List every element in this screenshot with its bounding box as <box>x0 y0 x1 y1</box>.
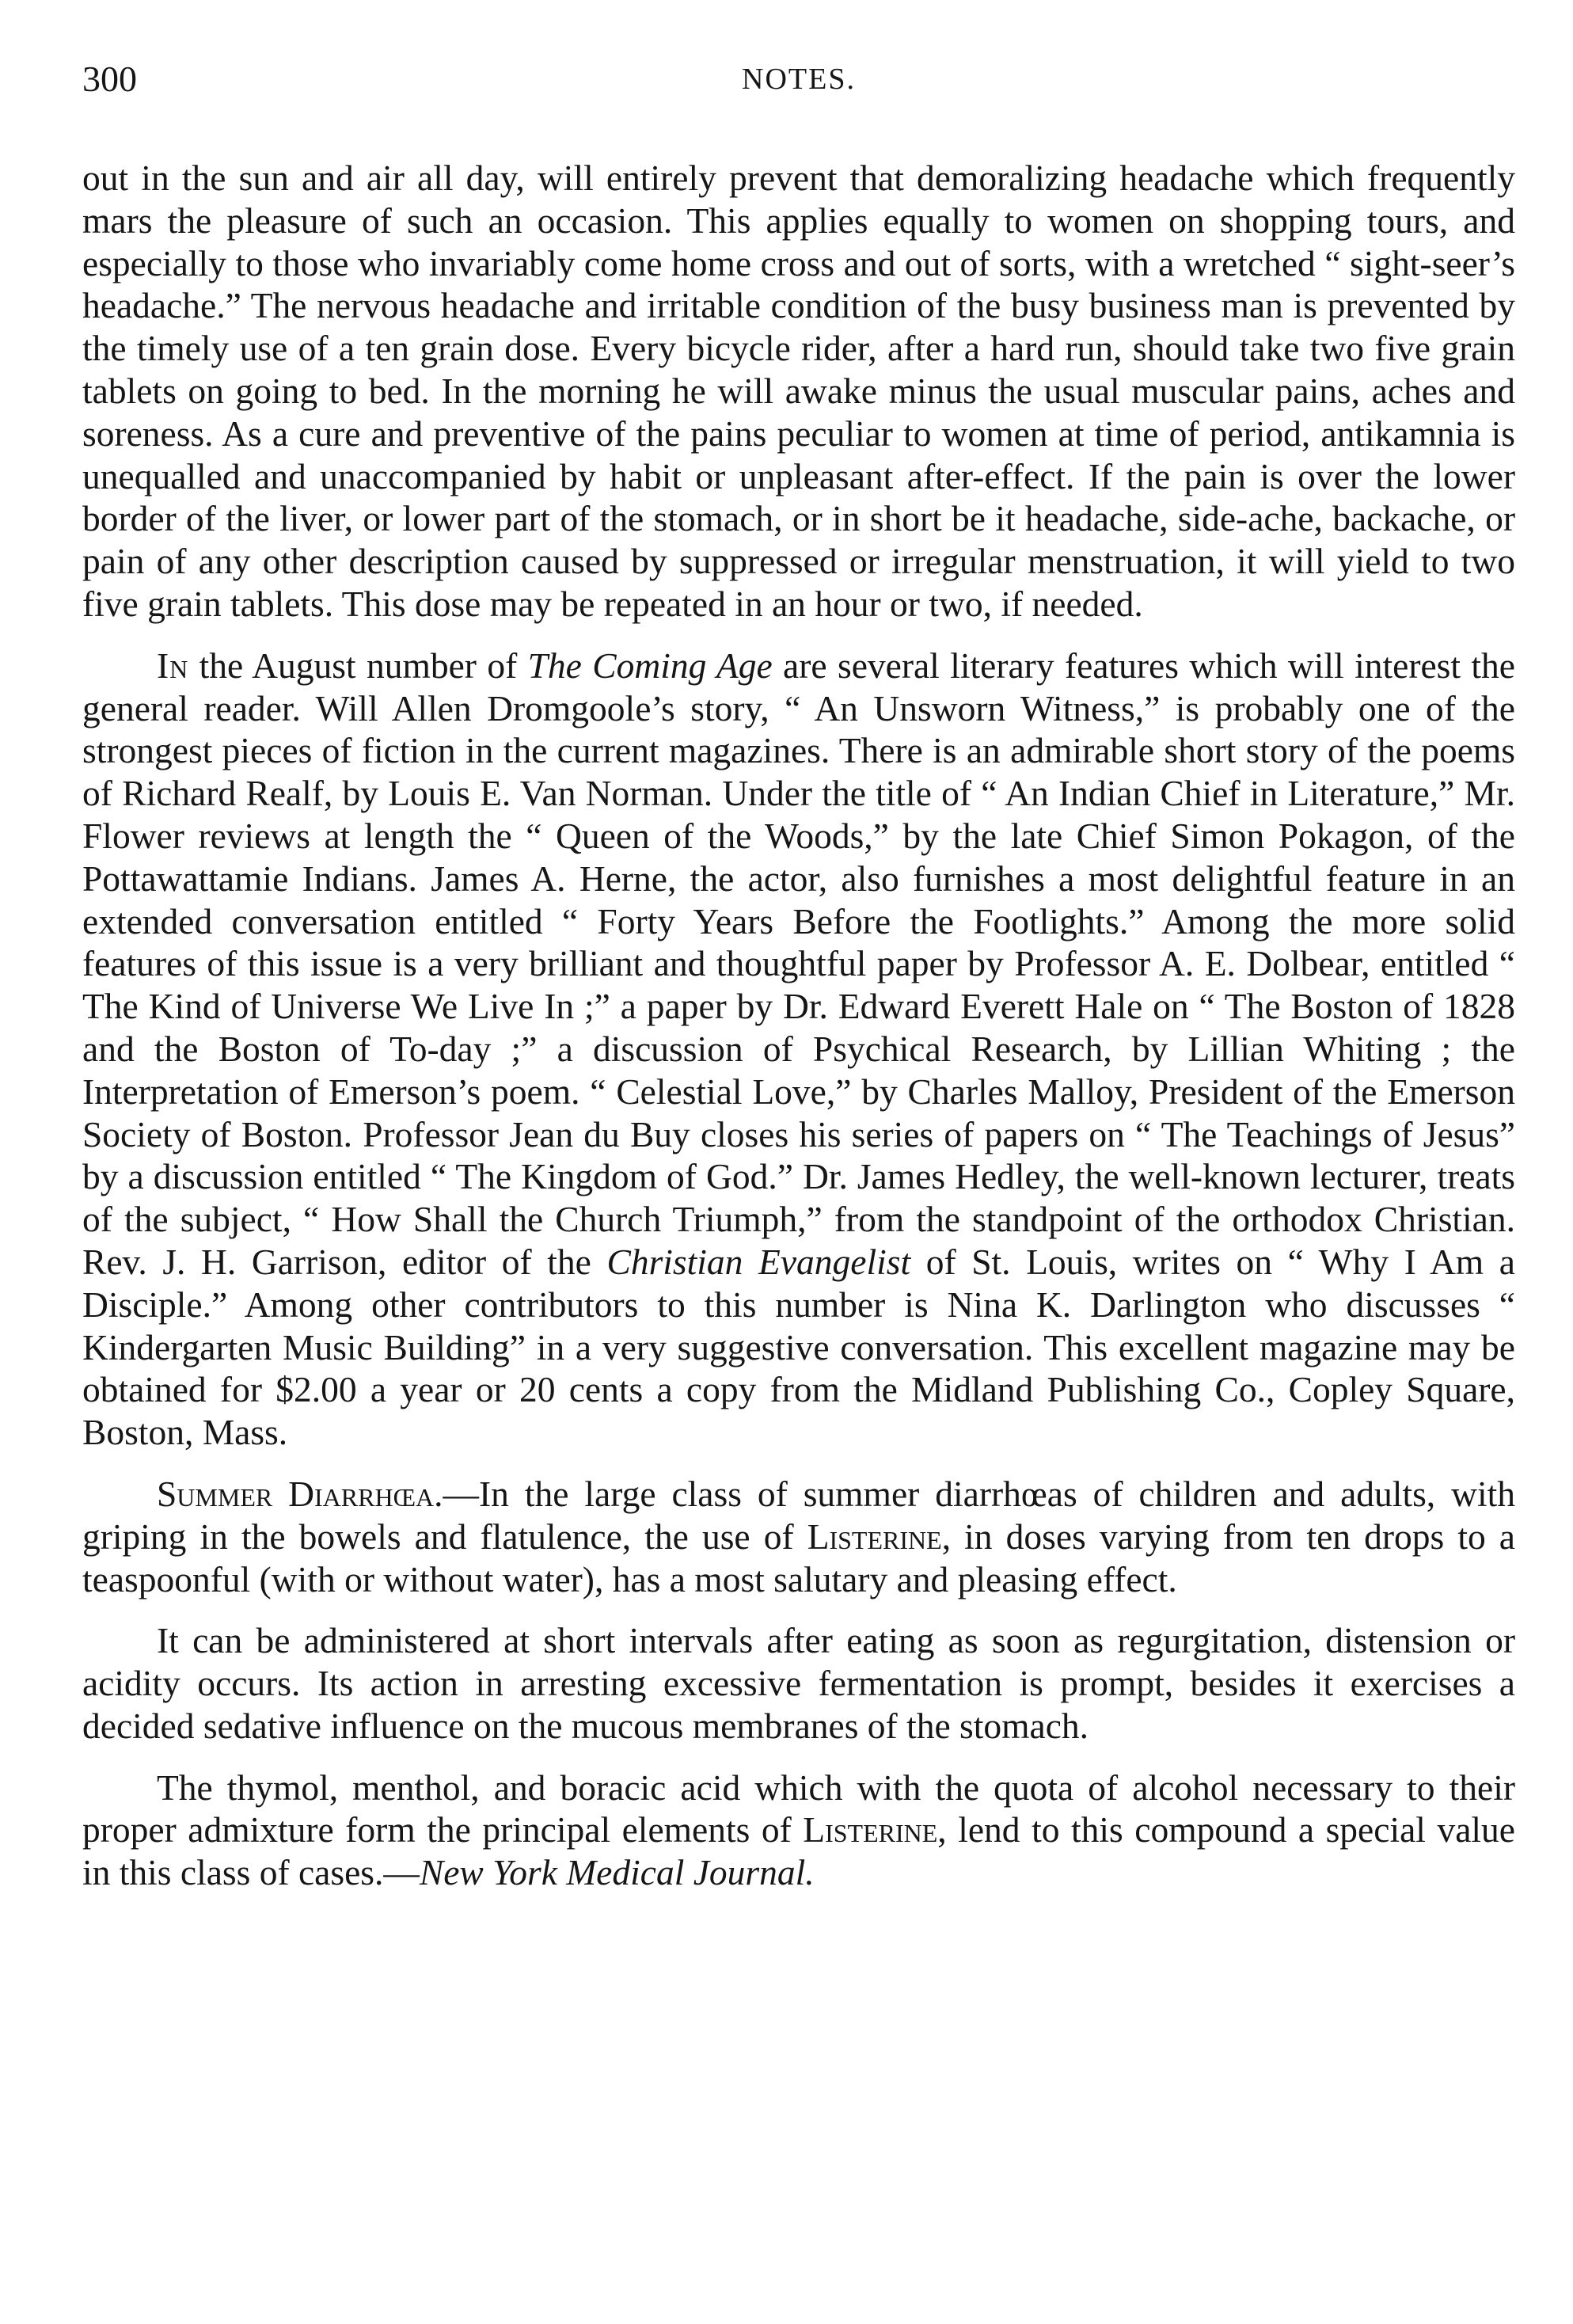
paragraph-summer-diarrhoea <box>82 1473 1515 1600</box>
running-title: NOTES. <box>742 63 856 96</box>
source-citation: New York Medical Journal. <box>419 1852 815 1893</box>
paragraph-text-segment: The thymol, menthol, and boracic acid which with the quota of alcohol necessary to their proper admixture form the principal elements of <box>82 1767 1515 1850</box>
running-head <box>82 48 1515 111</box>
paragraph-text-segment: of St. Louis, writes on “ Why I Am a Disciple.” Among other contributors to this number is Nina K. Darlington who discusses “ Kindergarten Music Building” in a very suggestive conversation. This excellent magazine may be obtained for $2.00 a year or 20 cents a copy from the Midland Publishing Co., Copley Square, Boston, Mass. <box>82 1241 1516 1453</box>
paragraph-text-segment: , lend to this compound a special value in this class of cases.— <box>82 1809 1515 1893</box>
paragraph-administration <box>82 1619 1515 1747</box>
brand-name: Listerine <box>807 1516 942 1557</box>
brand-name: Listerine <box>803 1809 938 1850</box>
paragraph-text-segment: the August number of <box>188 645 528 686</box>
paragraph-coming-age <box>82 645 1515 1454</box>
paragraph-lead-word: In <box>157 645 189 686</box>
paragraph-text: It can be administered at short intervals after eating as soon as regurgitation, distension or acidity occurs. Its action in arresting excessive fermentation is prompt, besides it exercises a decided sedative influence on the mucous membranes of the stomach. <box>82 1620 1515 1746</box>
periodical-title: Christian Evangelist <box>606 1241 911 1282</box>
paragraph-text: out in the sun and air all day, will entirely prevent that demoralizing headache which frequently mars the pleasure of such an occasion. This applies equally to women on shopping tours, and especially to those who invariably come home cross and out of sorts, with a wretched “ sight-seer’s headache.” The nervous headache and irritable condition of the busy business man is prevented by the timely use of a ten grain dose. Every bicycle rider, after a hard run, should take two five grain tablets on going to bed. In the morning he will awake minus the usual muscular pains, aches and soreness. As a cure and preventive of the pains peculiar to women at time of period, antikamnia is unequalled and unaccompanied by habit or unpleasant after-effect. If the pain is over the lower border of the liver, or lower part of the stomach, or in short be it headache, side-ache, backache, or pain of any other description caused by suppressed or irregular menstruation, it will yield to two five grain tablets. This dose may be repeated in an hour or two, if needed. <box>82 158 1515 624</box>
paragraph-text-segment: —In the large class of summer diarrhœas of children and adults, with griping in the bowels and flatulence, the use of <box>82 1473 1516 1557</box>
notes-body <box>82 157 1515 1894</box>
section-lead-heading: Summer Diarrhœa. <box>157 1473 443 1514</box>
document-page <box>82 48 1515 2296</box>
page-number: 300 <box>82 59 137 99</box>
paragraph-text-segment: are several literary features which will interest the general reader. Will Allen Dromgoole’s story, “ An Unsworn Witness,” is probably one of the strongest pieces of fiction in the current magazines. There is an admirable short story of the poems of Richard Realf, by Louis E. Van Norman. Under the title of “ An Indian Chief in Literature,” Mr. Flower reviews at length the “ Queen of the Woods,” by the late Chief Simon Pokagon, of the Pottawattamie Indians. James A. Herne, the actor, also furnishes a most delightful feature in an extended conversation entitled “ Forty Years Before the Footlights.” Among the more solid features of this issue is a very brilliant and thoughtful paper by Professor A. E. Dolbear, entitled “ The Kind of Universe We Live In ;” a paper by Dr. Edward Everett Hale on “ The Boston of 1828 and the Boston of To-day ;” a discussion of Psychical Research, by Lillian Whiting ; the Interpretation of Emerson’s poem. “ Celestial Love,” by Charles Malloy, President of the Emerson Society of Boston. Professor Jean du Buy closes his series of papers on “ The Teachings of Jesus” by a discussion entitled “ The Kingdom of God.” Dr. James Hedley, the well-known lecturer, treats of the subject, “ How Shall the Church Triumph,” from the standpoint of the orthodox Christian. Rev. J. H. Garrison, editor of the <box>82 645 1515 1282</box>
magazine-title: The Coming Age <box>527 645 773 686</box>
paragraph-text-segment: , in doses varying from ten drops to a teaspoonful (with or without water), has a most salutary and pleasing effect. <box>82 1516 1515 1599</box>
paragraph-composition <box>82 1767 1515 1894</box>
paragraph-antikamnia-continued <box>82 157 1515 626</box>
